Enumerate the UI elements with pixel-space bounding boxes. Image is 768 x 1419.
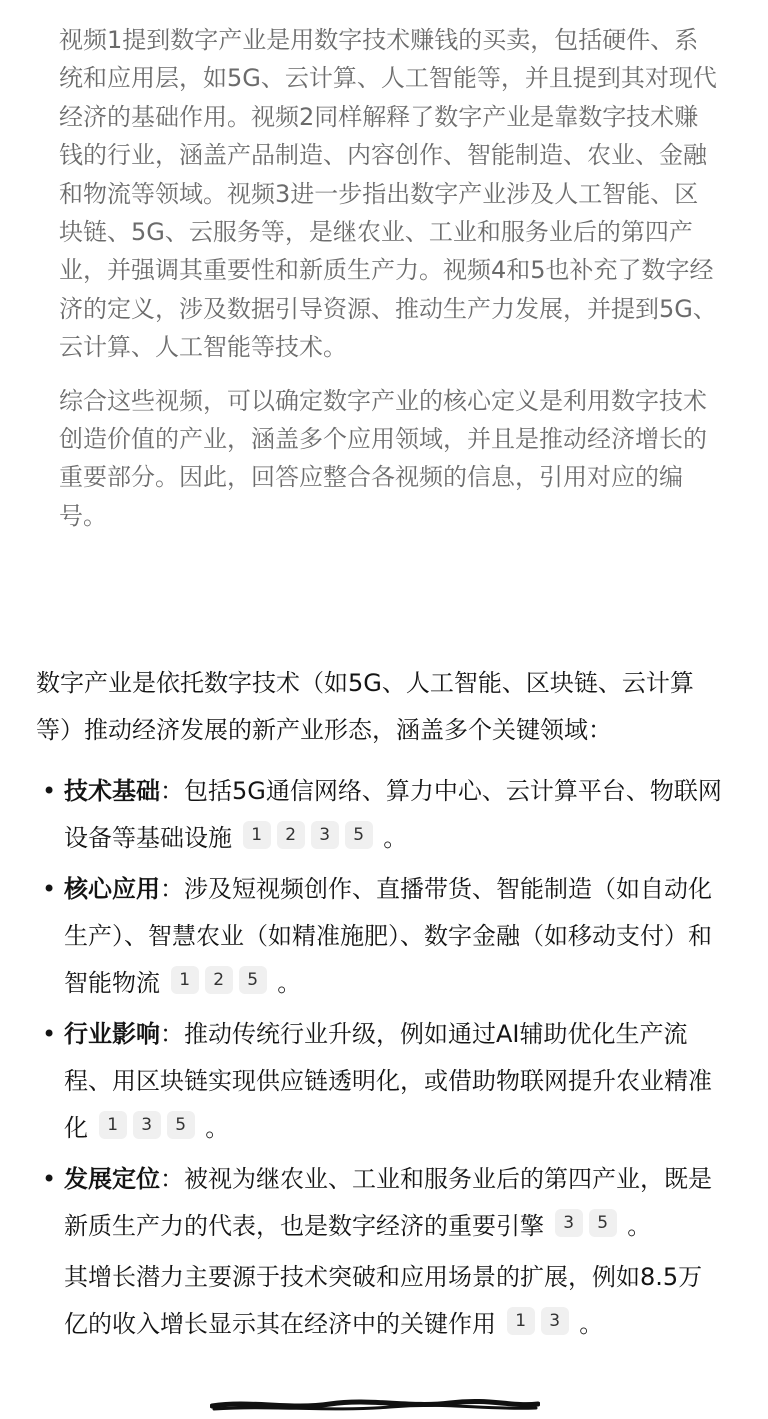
bullet-end: 。 bbox=[277, 969, 302, 997]
thinking-section bbox=[59, 21, 719, 550]
bullet-separator: ： bbox=[160, 1165, 184, 1193]
answer-lead: 数字产业是依托数字技术（如5G、人工智能、区块链、云计算等）推动经济发展的新产业形态，涵盖多个关键领域： bbox=[36, 669, 694, 744]
citation-badge[interactable]: 5 bbox=[167, 1111, 195, 1139]
answer-tail bbox=[36, 1254, 726, 1348]
citation-badge[interactable]: 5 bbox=[239, 966, 267, 994]
citation-badge[interactable]: 3 bbox=[133, 1111, 161, 1139]
bullet-end: 。 bbox=[627, 1212, 652, 1240]
bullet-separator: ： bbox=[160, 1020, 184, 1048]
bullet-item bbox=[36, 1156, 726, 1250]
bullet-text: 涉及短视频创作、直播带货、智能制造（如自动化生产）、智慧农业（如精准施肥）、数字金融（如移动支付）和智能物流 bbox=[64, 875, 712, 997]
citation-badge[interactable]: 5 bbox=[589, 1209, 617, 1237]
bullet-dot-icon: • bbox=[42, 875, 57, 903]
tail-end: 。 bbox=[579, 1310, 604, 1338]
bullet-term: 技术基础 bbox=[64, 777, 160, 805]
bullet-separator: ： bbox=[160, 875, 184, 903]
bullet-term: 发展定位 bbox=[64, 1165, 160, 1193]
citation-badge[interactable]: 3 bbox=[541, 1307, 569, 1335]
citation-badge[interactable]: 1 bbox=[243, 821, 271, 849]
thinking-paragraph-2: 综合这些视频，可以确定数字产业的核心定义是利用数字技术创造价值的产业，涵盖多个应用领域，并且是推动经济增长的重要部分。因此，回答应整合各视频的信息，引用对应的编号。 bbox=[59, 386, 707, 530]
thinking-paragraph-1: 视频1提到数字产业是用数字技术赚钱的买卖，包括硬件、系统和应用层，如5G、云计算、人工智能等，并且提到其对现代经济的基础作用。视频2同样解释了数字产业是靠数字技术赚钱的行业，涵盖产品制造、内容创作、智能制造、农业、金融和物流等领域。视频3进一步指出数字产业涉及人工智能、区块链、5G、云服务等，是继农业、工业和服务业后的第四产业，并强调其重要性和新质生产力。视频4和5也补充了数字经济的定义，涉及数据引导资源、推动生产力发展，并提到5G、云计算、人工智能等技术。 bbox=[59, 26, 717, 362]
bullet-end: 。 bbox=[205, 1114, 230, 1142]
bullet-text: 被视为继农业、工业和服务业后的第四产业，既是新质生产力的代表，也是数字经济的重要引擎 bbox=[64, 1165, 712, 1240]
citation-badge[interactable]: 2 bbox=[205, 966, 233, 994]
bullet-item bbox=[36, 866, 726, 1007]
scribble-mark-icon bbox=[210, 1394, 540, 1414]
answer-section bbox=[36, 660, 726, 1348]
citation-badge[interactable]: 5 bbox=[345, 821, 373, 849]
bullet-dot-icon: • bbox=[42, 1165, 57, 1193]
bullet-dot-icon: • bbox=[42, 1020, 57, 1048]
bullet-end: 。 bbox=[383, 824, 408, 852]
bullet-item bbox=[36, 768, 726, 862]
citation-badge[interactable]: 2 bbox=[277, 821, 305, 849]
bullet-text: 包括5G通信网络、算力中心、云计算平台、物联网设备等基础设施 bbox=[64, 777, 722, 852]
bullet-text: 推动传统行业升级，例如通过AI辅助优化生产流程、用区块链实现供应链透明化，或借助物联网提升农业精准化 bbox=[64, 1020, 712, 1142]
bullet-term: 行业影响 bbox=[64, 1020, 160, 1048]
answer-bullet-list bbox=[36, 768, 726, 1250]
citation-badge[interactable]: 1 bbox=[171, 966, 199, 994]
citation-badge[interactable]: 1 bbox=[99, 1111, 127, 1139]
tail-text: 其增长潜力主要源于技术突破和应用场景的扩展，例如8.5万亿的收入增长显示其在经济中的关键作用 bbox=[64, 1263, 703, 1338]
bullet-dot-icon: • bbox=[42, 777, 57, 805]
bullet-term: 核心应用 bbox=[64, 875, 160, 903]
citation-badge[interactable]: 1 bbox=[507, 1307, 535, 1335]
citation-badge[interactable]: 3 bbox=[555, 1209, 583, 1237]
bullet-item bbox=[36, 1011, 726, 1152]
citation-badge[interactable]: 3 bbox=[311, 821, 339, 849]
bullet-separator: ： bbox=[160, 777, 184, 805]
